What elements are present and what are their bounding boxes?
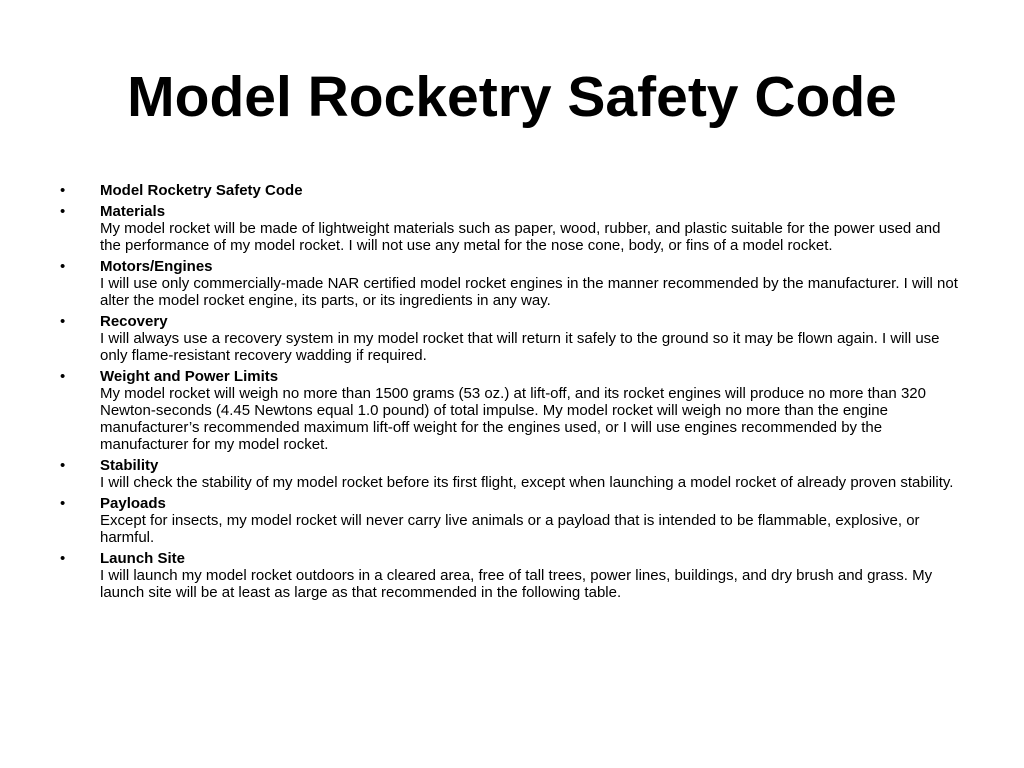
bullet-icon: • [60, 182, 66, 199]
item-heading: Stability [100, 457, 159, 474]
item-body: My model rocket will weigh no more than 1500 grams (53 oz.) at lift-off, and its rocket engines will produce no more than 320 Newton-seconds (4.45 Newtons equal 1.0 pound) of total impulse. My model rocket will weigh no more than the engine manufacturer’s recommended maximum lift-off weight for the engines used, or I will use engines recommended by the manufacturer for my model rocket. [100, 385, 926, 453]
item-body: Except for insects, my model rocket will never carry live animals or a payload that is intended to be flammable, explosive, or harmful. [100, 512, 920, 546]
item-heading: Motors/Engines [100, 258, 213, 275]
bullet-icon: • [60, 368, 66, 385]
list-item-weight-power-limits [60, 368, 960, 453]
item-body: I will use only commercially-made NAR certified model rocket engines in the manner recommended by the manufacturer. I will not alter the model rocket engine, its parts, or its ingredients in any way. [100, 275, 958, 309]
list-item-motors-engines [60, 258, 960, 309]
slide-title: Model Rocketry Safety Code [127, 65, 897, 129]
item-heading: Weight and Power Limits [100, 368, 279, 385]
item-heading: Launch Site [100, 550, 186, 567]
item-body: I will always use a recovery system in my model rocket that will return it safely to the ground so it may be flown again. I will use only flame-resistant recovery wadding if required. [100, 330, 940, 364]
item-body: I will check the stability of my model rocket before its first flight, except when launching a model rocket of already proven stability. [100, 474, 954, 491]
bullet-icon: • [60, 457, 66, 474]
item-heading: Model Rocketry Safety Code [100, 182, 303, 199]
item-body: I will launch my model rocket outdoors in a cleared area, free of tall trees, power lines, buildings, and dry brush and grass. My launch site will be at least as large as that recommended in the following table. [100, 567, 933, 601]
bullet-icon: • [60, 495, 66, 512]
item-heading: Materials [100, 203, 166, 220]
item-heading: Payloads [100, 495, 166, 512]
list-item-materials [60, 203, 960, 254]
bullet-icon: • [60, 258, 66, 275]
bullet-icon: • [60, 550, 66, 567]
list-item-stability [60, 457, 960, 491]
list-item-overview [60, 182, 960, 199]
list-item-payloads [60, 495, 960, 546]
item-body: My model rocket will be made of lightweight materials such as paper, wood, rubber, and plastic suitable for the power used and the performance of my model rocket. I will not use any metal for the nose cone, body, or fins of a model rocket. [100, 220, 941, 254]
item-heading: Recovery [100, 313, 168, 330]
list-item-launch-site [60, 550, 960, 601]
bullet-icon: • [60, 203, 66, 220]
list-item-recovery [60, 313, 960, 364]
safety-code-list [60, 182, 960, 605]
bullet-icon: • [60, 313, 66, 330]
